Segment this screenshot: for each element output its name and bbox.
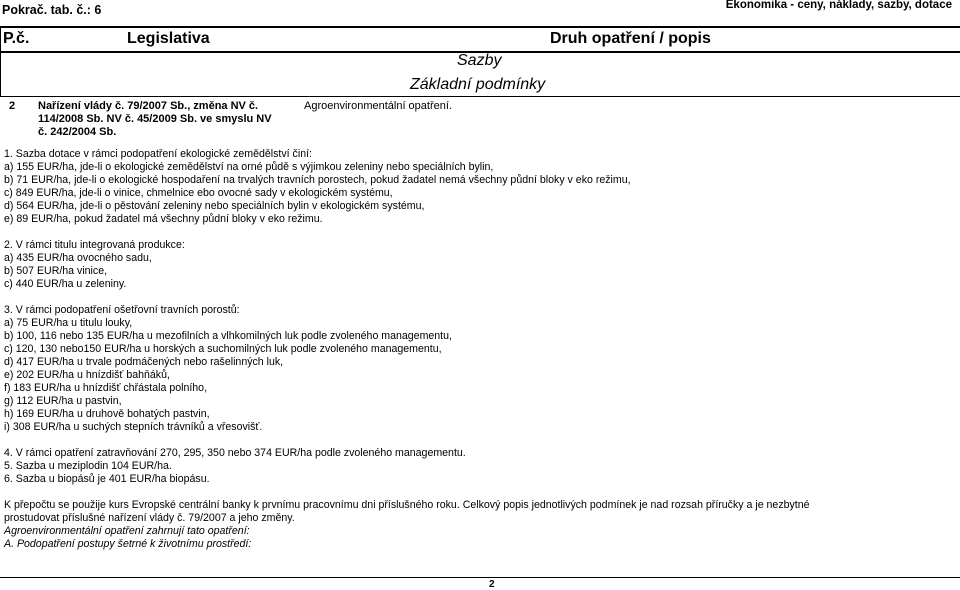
blank-line bbox=[4, 291, 810, 304]
text-line: f) 183 EUR/ha u hnízdišť chřástala polního, bbox=[4, 382, 208, 394]
text-line: h) 169 EUR/ha u druhově bohatých pastvin, bbox=[4, 408, 210, 420]
text-line: a) 435 EUR/ha ovocného sadu, bbox=[4, 252, 152, 264]
text-line: a) 155 EUR/ha, jde-li o ekologické zemědělství na orné půdě s výjimkou zeleniny nebo speciálních bylin, bbox=[4, 161, 494, 173]
header-top-rule bbox=[0, 26, 960, 28]
text-line: e) 202 EUR/ha u hnízdišť bahňáků, bbox=[4, 369, 170, 381]
text-line: d) 564 EUR/ha, jde-li o pěstování zeleniny nebo speciálních bylin v ekologickém systému, bbox=[4, 200, 425, 212]
header-left-rule bbox=[0, 26, 1, 97]
text-line: c) 849 EUR/ha, jde-li o vinice, chmelnice ebo ovocné sady v ekologickém systému, bbox=[4, 187, 393, 199]
header-legislativa: Legislativa bbox=[127, 30, 210, 47]
header-zakladni-podminky: Základní podmínky bbox=[410, 76, 546, 93]
text-line: 3. V rámci podopatření ošetřovní travních porostů: bbox=[4, 304, 240, 316]
text-line: 1. Sazba dotace v rámci podopatření ekologické zemědělství činí: bbox=[4, 148, 312, 160]
text-line: a) 75 EUR/ha u titulu louky, bbox=[4, 317, 133, 329]
legislativa-line: Nařízení vlády č. 79/2007 Sb., změna NV č. bbox=[38, 100, 259, 112]
text-line: b) 71 EUR/ha, jde-li o ekologické hospodaření na trvalých travních porostech, pokud žadatel nemá všechny půdní bloky v eko režimu, bbox=[4, 174, 631, 186]
text-line: c) 120, 130 nebo150 EUR/ha u horských a suchomilných luk podle zvoleného managementu, bbox=[4, 343, 442, 355]
blank-line bbox=[4, 434, 810, 447]
druh-opatreni-cell: Agroenvironmentální opatření. bbox=[304, 100, 452, 112]
text-line: d) 417 EUR/ha u trvale podmáčených nebo rašelinných luk, bbox=[4, 356, 284, 368]
blank-line bbox=[4, 486, 810, 499]
text-line: i) 308 EUR/ha u suchých stepních trávníků a vřesovišť. bbox=[4, 421, 263, 433]
legislativa-cell bbox=[38, 100, 272, 139]
section-title: Ekonomika - ceny, náklady, sazby, dotace bbox=[725, 0, 952, 11]
legislativa-line: 114/2008 Sb. NV č. 45/2009 Sb. ve smyslu NV bbox=[38, 113, 272, 125]
text-line: b) 507 EUR/ha vinice, bbox=[4, 265, 108, 277]
continuation-label: Pokrač. tab. č.: 6 bbox=[2, 3, 102, 17]
text-line: e) 89 EUR/ha, pokud žadatel má všechny půdní bloky v eko režimu. bbox=[4, 213, 323, 225]
text-line: prostudovat příslušné nařízení vlády č. 79/2007 a jeho změny. bbox=[4, 512, 295, 524]
blank-line bbox=[4, 226, 810, 239]
header-bottom-rule bbox=[0, 96, 960, 97]
text-line: g) 112 EUR/ha u pastvin, bbox=[4, 395, 122, 407]
italic-line: A. Podopatření postupy šetrné k životnímu prostředí: bbox=[4, 538, 252, 550]
header-pc: P.č. bbox=[3, 30, 30, 47]
row-number: 2 bbox=[9, 100, 16, 112]
italic-line: Agroenvironmentální opatření zahrnují tato opatření: bbox=[4, 525, 250, 537]
page-number: 2 bbox=[489, 579, 495, 590]
text-line: 4. V rámci opatření zatravňování 270, 295, 350 nebo 374 EUR/ha podle zvoleného managementu. bbox=[4, 447, 466, 459]
text-line: b) 100, 116 nebo 135 EUR/ha u mezofilních a vlhkomilných luk podle zvoleného managementu, bbox=[4, 330, 452, 342]
text-line: c) 440 EUR/ha u zeleniny. bbox=[4, 278, 127, 290]
text-line: 5. Sazba u meziplodin 104 EUR/ha. bbox=[4, 460, 172, 472]
header-sazby: Sazby bbox=[457, 52, 502, 69]
text-line: 6. Sazba u biopásů je 401 EUR/ha biopásu. bbox=[4, 473, 210, 485]
text-line: 2. V rámci titulu integrovaná produkce: bbox=[4, 239, 185, 251]
header-druh-opatreni: Druh opatření / popis bbox=[550, 30, 711, 47]
legislativa-line: č. 242/2004 Sb. bbox=[38, 126, 117, 138]
conditions-text bbox=[4, 148, 810, 551]
footer-rule bbox=[0, 577, 960, 578]
text-line: K přepočtu se použije kurs Evropské centrální banky k prvnímu pracovnímu dni příslušného roku. Celkový popis jednotlivých podmínek je nad rozsah příručky a je nezbytné bbox=[4, 499, 810, 511]
